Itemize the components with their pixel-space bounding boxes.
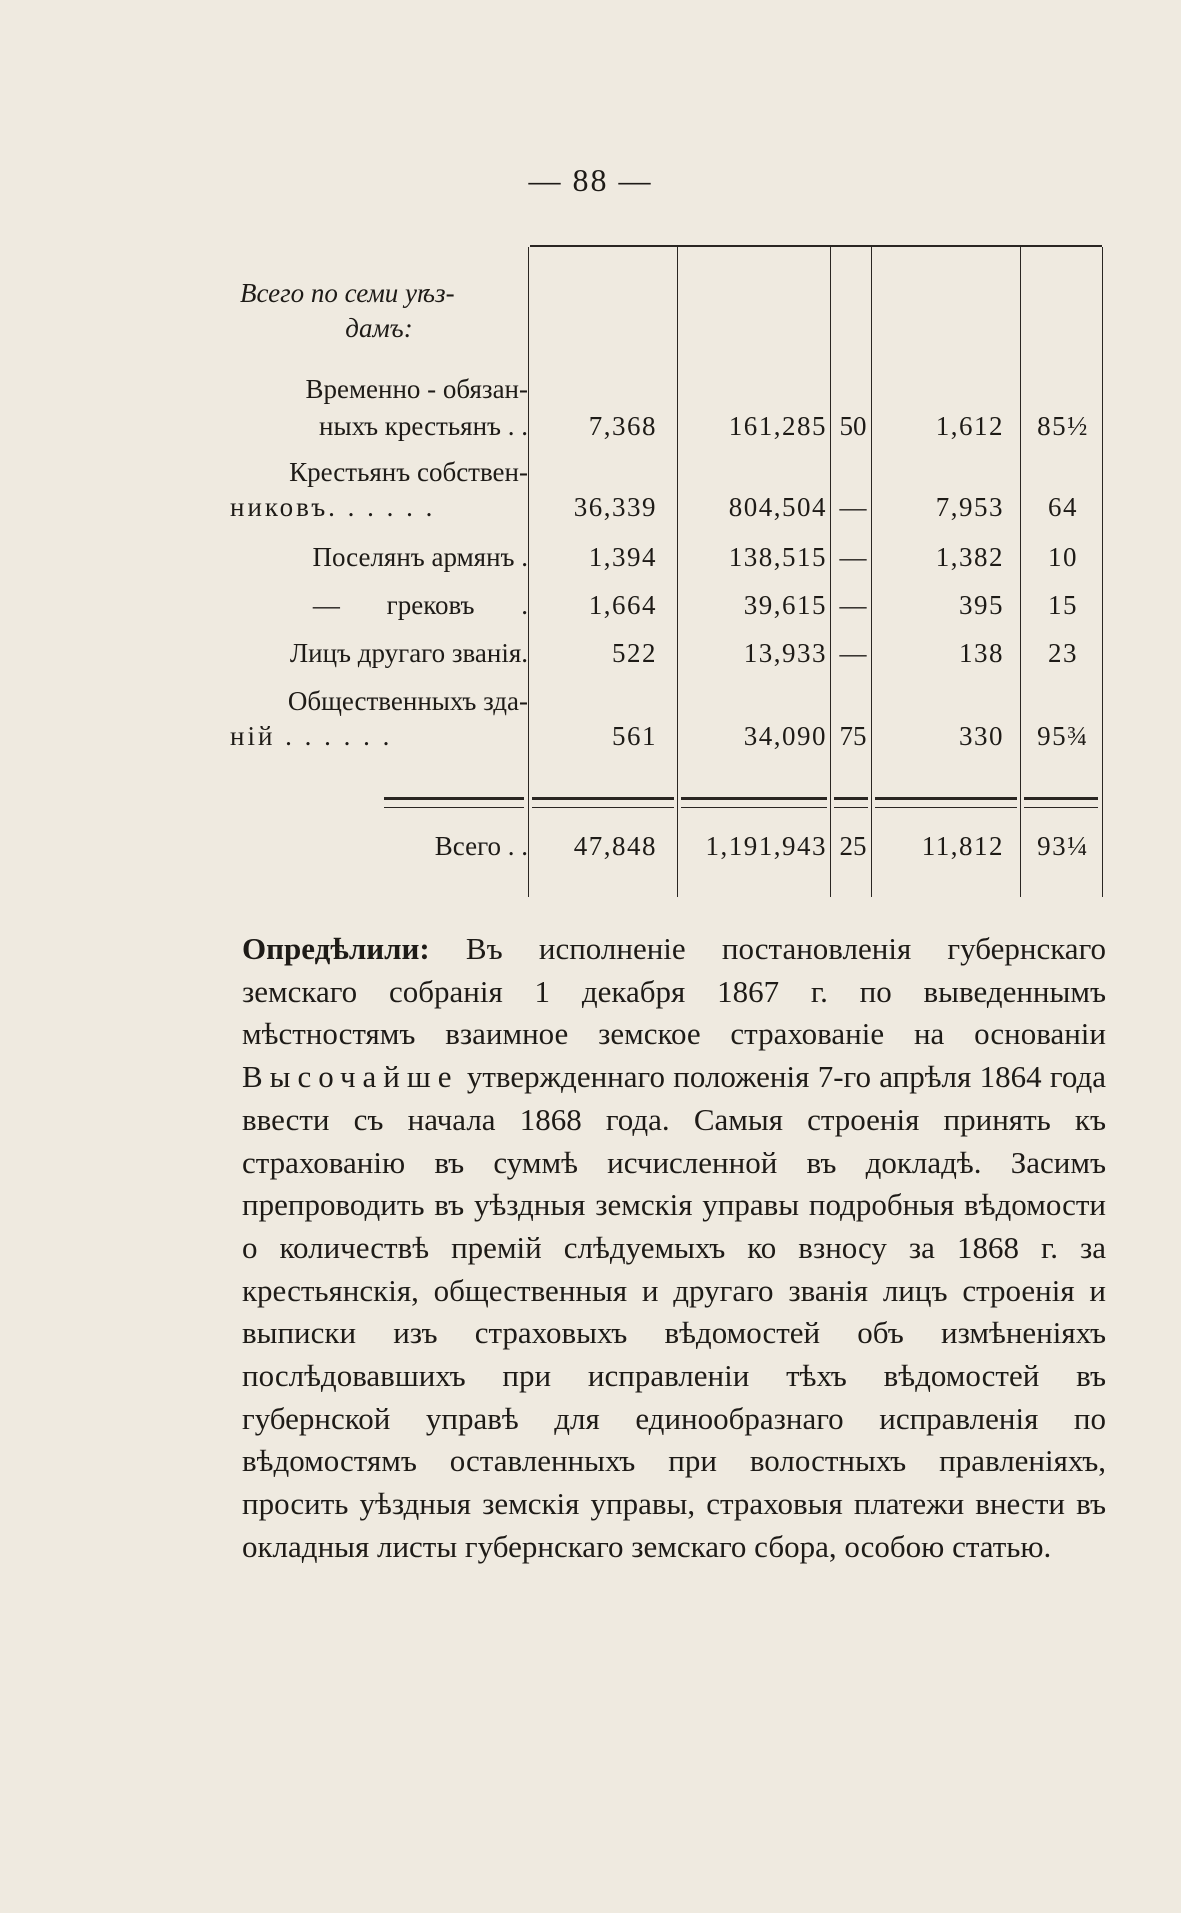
table-cell: 50	[839, 411, 867, 441]
row-label: ній . . . . . .	[230, 721, 393, 751]
column-divider	[677, 247, 678, 897]
table-cell: 522	[612, 638, 657, 668]
table-top-rule	[530, 245, 1102, 247]
table-cell: 85½	[1037, 411, 1089, 441]
table-cell: 395	[959, 590, 1004, 620]
table-cell: 23	[1048, 638, 1078, 668]
total-rule	[1024, 797, 1098, 808]
column-divider	[528, 247, 529, 897]
column-divider	[830, 247, 831, 897]
total-rule	[532, 797, 674, 808]
row-label: — грековъ .	[312, 590, 528, 620]
page-number: — 88 —	[528, 162, 653, 198]
table-cell: 10	[1048, 542, 1078, 572]
table-cell: 13,933	[743, 638, 827, 668]
total-rule	[681, 797, 827, 808]
table-cell: 15	[1048, 590, 1078, 620]
table-cell: 1,612	[935, 411, 1004, 441]
table-cell: 330	[959, 721, 1004, 751]
resolution-text: утвержденнаго положенія 7-го апрѣля 1864 года ввести съ начала 1868 года. Самыя строенія принять къ страхованію въ суммѣ исчисленной въ докладѣ. Засимъ препроводить въ уѣздныя земскія управы подробныя вѣдомости о количествѣ премій слѣдуемыхъ ко взносу за 1868 г. за крестьянскія, общественныя и другаго званія лицъ строенія и выписки изъ страховыхъ вѣдомостей объ измѣненіяхъ послѣдовавшихъ при исправленіи тѣхъ вѣдомостей въ губернской управѣ для единообразнаго исправленія по вѣдомостямъ оставленныхъ при волостныхъ правленіяхъ, просить уѣздныя земскія управы, страховыя платежи внести въ окладныя листы губернскаго земскаго сбора, особою статью.	[242, 1059, 1107, 1564]
row-label: Общественныхъ зда-	[287, 686, 528, 716]
table-heading: дамъ:	[345, 313, 413, 343]
row-label: Лицъ другаго званія.	[289, 638, 528, 668]
table-cell: 1,394	[588, 542, 657, 572]
total-rule	[384, 797, 524, 808]
table-cell: 138,515	[728, 542, 827, 572]
table-cell: 1,664	[588, 590, 657, 620]
table-cell: 64	[1048, 492, 1078, 522]
row-label: Крестьянъ собствен-	[289, 457, 528, 487]
total-cell: 11,812	[921, 831, 1004, 861]
total-rule	[834, 797, 868, 808]
row-label: Поселянъ армянъ .	[312, 542, 528, 572]
table-cell: 39,615	[743, 590, 827, 620]
table-heading: Всего по семи уѣз-	[240, 278, 455, 308]
total-cell: 47,848	[573, 831, 657, 861]
row-label: Временно - обязан-	[305, 374, 528, 404]
resolution-emphasis: Высочайше	[242, 1059, 459, 1095]
column-divider	[1020, 247, 1021, 897]
table-cell: 161,285	[728, 411, 827, 441]
table-cell: 36,339	[573, 492, 657, 522]
resolution-text: Въ исполненіе постановленія губернскаго земскаго собранія 1 декабря 1867 г. по выведеннымъ мѣстностямъ взаимное земское страхованіе на основаніи	[242, 931, 1107, 1052]
total-cell: 93¼	[1037, 831, 1089, 861]
table-cell: 7,953	[935, 492, 1004, 522]
table-cell: —	[839, 638, 867, 668]
table-cell: 804,504	[728, 492, 827, 522]
table-cell: 95¾	[1037, 721, 1089, 751]
total-rule	[875, 797, 1017, 808]
table-cell: 7,368	[588, 411, 657, 441]
table-cell: 34,090	[743, 721, 827, 751]
resolution-lead: Опредѣлили:	[242, 931, 430, 966]
table-cell: —	[839, 590, 867, 620]
table-cell: 75	[839, 721, 867, 751]
table-cell: 561	[612, 721, 657, 751]
row-label: ныхъ крестьянъ . .	[319, 411, 528, 441]
table-cell: —	[839, 542, 867, 572]
resolution-paragraph	[242, 928, 1106, 1569]
table-cell: —	[839, 492, 867, 522]
table-cell: 138	[959, 638, 1004, 668]
total-cell: 25	[839, 831, 867, 861]
table-cell: 1,382	[935, 542, 1004, 572]
row-label: никовъ. . . . . .	[230, 492, 436, 522]
total-cell: 1,191,943	[705, 831, 827, 861]
total-label: Всего . .	[434, 831, 528, 861]
